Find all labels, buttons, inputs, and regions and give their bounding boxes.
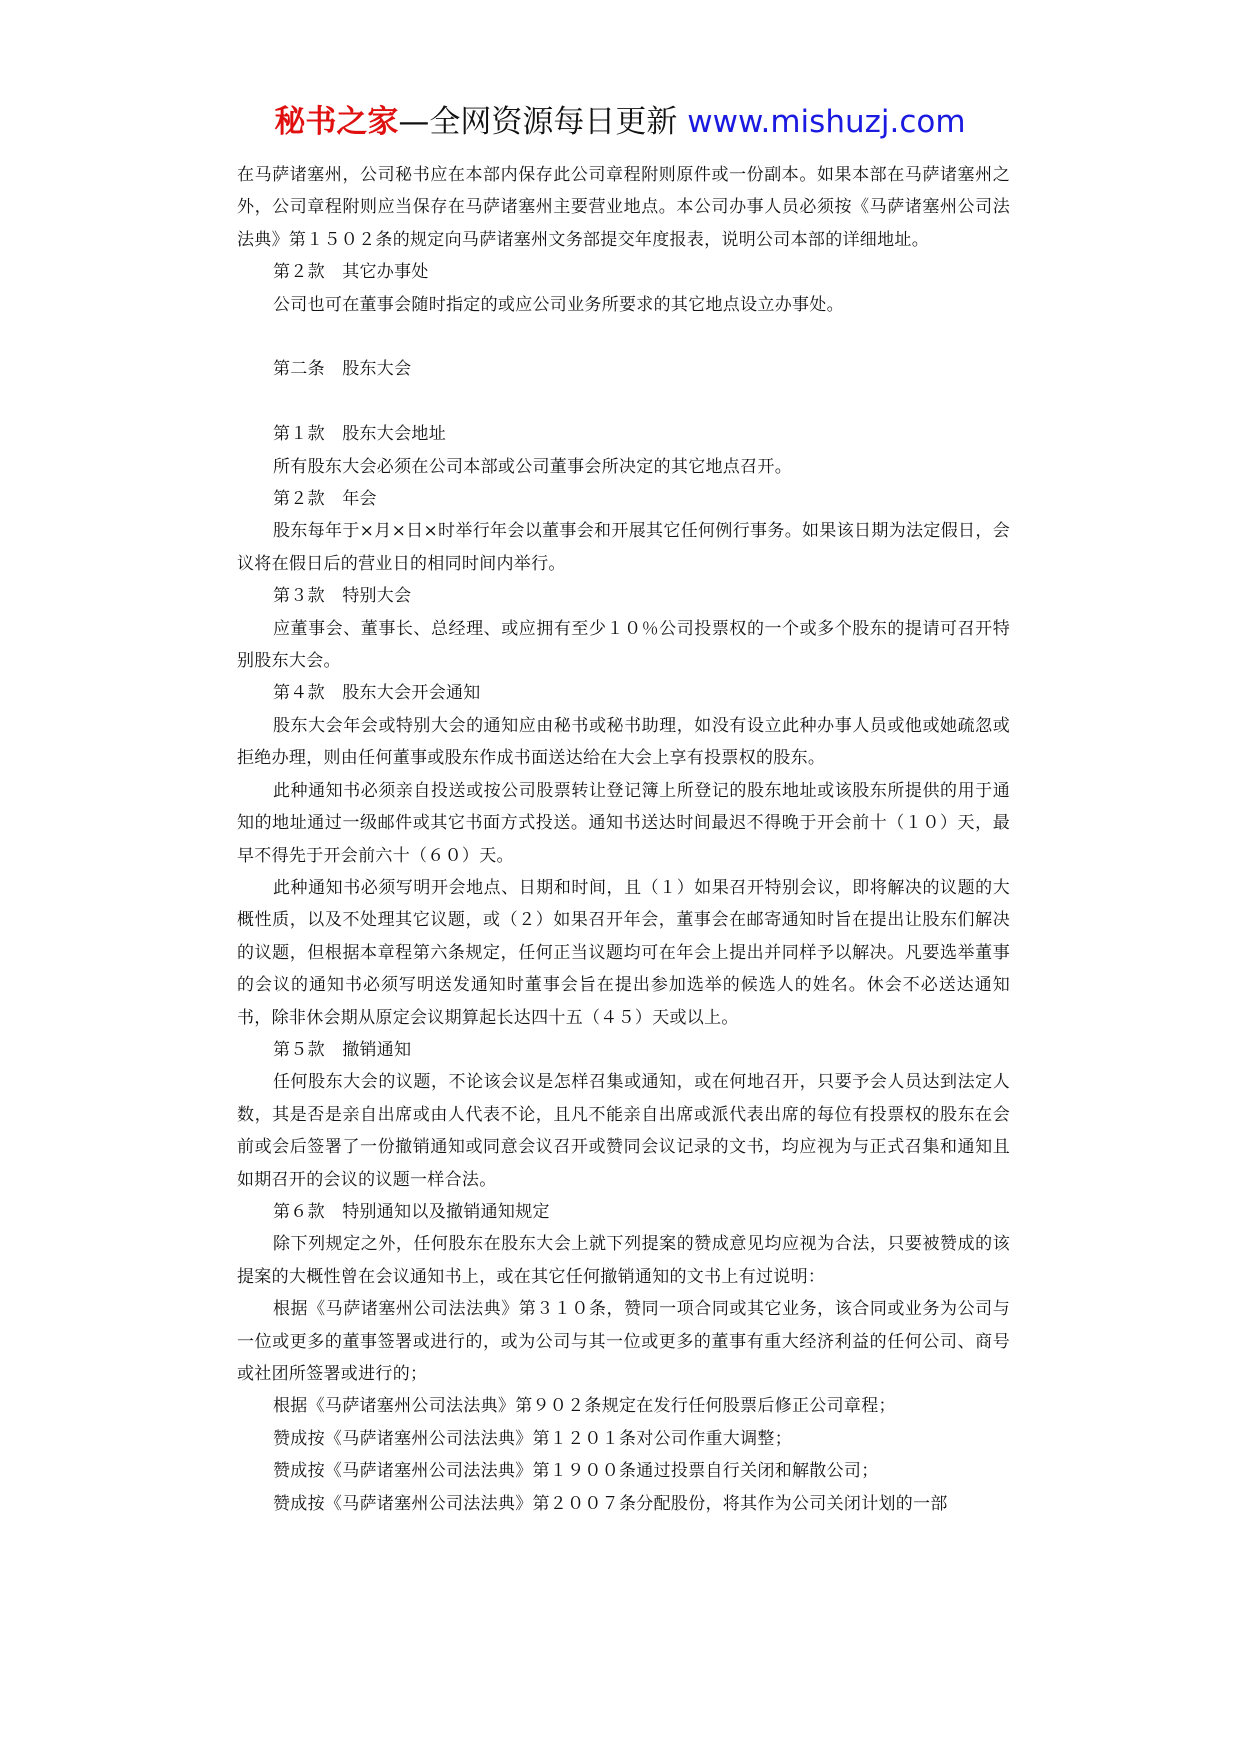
- list-item: 根据《马萨诸塞州公司法法典》第９０２条规定在发行任何股票后修正公司章程；: [273, 1396, 896, 1417]
- site-tagline: —全网资源每日更新: [398, 104, 688, 140]
- paragraph: 股东大会年会或特别大会的通知应由秘书或秘书助理，如没有设立此种办事人员或他或她疏忽或拒绝办理，则由任何董事或股东作成书面送达给在大会上享有投票权的股东。: [237, 715, 1010, 769]
- clause-heading: 第６款 特别通知以及撤销通知规定: [273, 1201, 550, 1222]
- clause-heading: 第２款 其它办事处: [273, 262, 429, 283]
- clause-heading: 第２款 年会: [273, 489, 377, 510]
- paragraph: 此种通知书必须写明开会地点、日期和时间，且（１）如果召开特别会议，即将解决的议题的大概性质，以及不处理其它议题，或（２）如果召开年会，董事会在邮寄通知时旨在提出让股东们解决的议题，但根据本章程第六条规定，任何正当议题均可在年会上提出并同样予以解决。凡要选举董事的会议的通知书必须写明送发通知时董事会旨在提出参加选举的候选人的姓名。休会不必送达通知书，除非休会期从原定会议期算起长达四十五（４５）天或以上。: [237, 877, 1010, 1028]
- paragraph: 任何股东大会的议题，不论该会议是怎样召集或通知，或在何地召开，只要予会人员达到法定人数，其是否是亲自出席或由人代表不论，且凡不能亲自出席或派代表出席的每位有投票权的股东在会前或会后签署了一份撤销通知或同意会议召开或赞同会议记录的文书，均应视为与正式召集和通知且如期召开的会议的议题一样合法。: [237, 1072, 1010, 1190]
- article-heading: 第二条 股东大会: [273, 359, 412, 380]
- paragraph-continuation: 在马萨诸塞州，公司秘书应在本部内保存此公司章程附则原件或一份副本。如果本部在马萨诸塞州之外，公司章程附则应当保存在马萨诸塞州主要营业地点。本公司办事人员必须按《马萨诸塞州公司法法典》第１５０２条的规定向马萨诸塞州文务部提交年度报表，说明公司本部的详细地址。: [237, 165, 1010, 250]
- paragraph: 此种通知书必须亲自投送或按公司股票转让登记簿上所登记的股东地址或该股东所提供的用于通知的地址通过一级邮件或其它书面方式投送。通知书送达时间最迟不得晚于开会前十（１０）天，最早不得先于开会前六十（６０）天。: [237, 780, 1010, 866]
- paragraph: 应董事会、董事长、总经理、或应拥有至少１０％公司投票权的一个或多个股东的提请可召开特别股东大会。: [237, 618, 1010, 672]
- spacer: [237, 386, 1010, 418]
- paragraph: 所有股东大会必须在公司本部或公司董事会所决定的其它地点召开。: [273, 456, 792, 477]
- clause-heading: 第５款 撤销通知: [273, 1039, 412, 1060]
- spacer: [237, 321, 1010, 353]
- list-item: 根据《马萨诸塞州公司法法典》第３１０条，赞同一项合同或其它业务，该合同或业务为公司与一位或更多的董事签署或进行的，或为公司与其一位或更多的董事有重大经济利益的任何公司、商号或社团所签署或进行的；: [237, 1299, 1010, 1384]
- list-item: 赞成按《马萨诸塞州公司法法典》第１２０１条对公司作重大调整；: [273, 1428, 792, 1449]
- clause-heading: 第１款 股东大会地址: [273, 424, 446, 445]
- document-body: [237, 159, 1010, 1520]
- site-brand: 秘书之家: [274, 104, 399, 140]
- paragraph: 股东每年于×月×日×时举行年会以董事会和开展其它任何例行事务。如果该日期为法定假日，会议将在假日后的营业日的相同时间内举行。: [237, 521, 1010, 574]
- list-item: 赞成按《马萨诸塞州公司法法典》第２００７条分配股份，将其作为公司关闭计划的一部: [273, 1493, 948, 1514]
- clause-heading: 第３款 特别大会: [273, 586, 412, 607]
- list-item: 赞成按《马萨诸塞州公司法法典》第１９００条通过投票自行关闭和解散公司；: [273, 1461, 879, 1482]
- paragraph: 公司也可在董事会随时指定的或应公司业务所要求的其它地点设立办事处。: [273, 294, 844, 315]
- site-header: [0, 100, 1240, 144]
- paragraph: 除下列规定之外，任何股东在股东大会上就下列提案的赞成意见均应视为合法，只要被赞成的该提案的大概性曾在会议通知书上，或在其它任何撤销通知的文书上有过说明：: [237, 1234, 1010, 1287]
- clause-heading: 第４款 股东大会开会通知: [273, 683, 481, 704]
- site-url-link[interactable]: www.mishuzj.com: [687, 104, 966, 140]
